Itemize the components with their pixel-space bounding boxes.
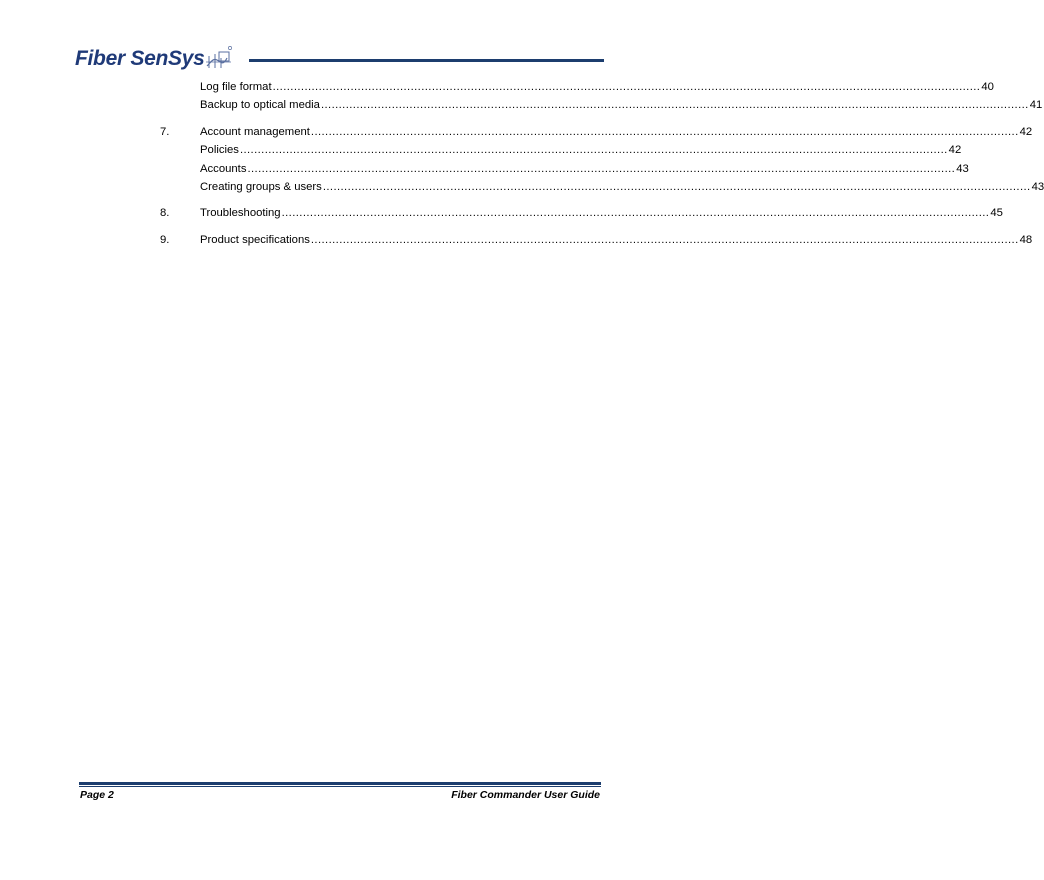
toc-entry-troubleshooting[interactable] xyxy=(200,206,1003,220)
toc-number: 9. xyxy=(160,234,170,246)
toc-entry-policies[interactable] xyxy=(200,143,962,157)
toc-title: Account management xyxy=(200,126,310,138)
toc-entry-product-specifications[interactable] xyxy=(200,233,1033,247)
toc-page: 42 xyxy=(1019,126,1033,138)
toc-title: Log file format xyxy=(200,81,272,93)
toc-leader: ........................................................................................................................................................................................................ xyxy=(247,163,956,175)
toc-page: 43 xyxy=(956,163,969,175)
toc-number: 7. xyxy=(160,126,170,138)
footer-document-title: Fiber Commander User Guide xyxy=(451,789,600,801)
toc-entry-account-management[interactable] xyxy=(200,125,1033,139)
toc-entry-creating-groups-users[interactable] xyxy=(200,180,1044,194)
toc-page: 41 xyxy=(1029,99,1043,111)
toc-page: 42 xyxy=(948,144,962,156)
toc-title: Accounts xyxy=(200,163,247,175)
toc-entry-backup-optical-media[interactable] xyxy=(200,98,1043,112)
footer-rule xyxy=(79,782,601,785)
toc-leader: ........................................................................................................................................................................................................ xyxy=(310,234,1019,246)
toc-title: Policies xyxy=(200,144,239,156)
toc-page: 43 xyxy=(1031,181,1044,193)
logo-text: Fiber SenSys xyxy=(75,47,205,70)
toc-title: Creating groups & users xyxy=(200,181,322,193)
toc-leader: ........................................................................................................................................................................................................ xyxy=(310,126,1019,138)
toc-entry-accounts[interactable] xyxy=(200,162,969,176)
toc-leader: ........................................................................................................................................................................................................ xyxy=(322,181,1031,193)
logo xyxy=(75,40,233,70)
toc-leader: ........................................................................................................................................................................................................ xyxy=(239,144,948,156)
toc-entry-log-file-format[interactable] xyxy=(200,80,994,94)
toc-page: 48 xyxy=(1019,234,1033,246)
toc-leader: ........................................................................................................................................................................................................ xyxy=(320,99,1029,111)
header-rule xyxy=(249,59,604,62)
toc-page: 40 xyxy=(981,81,994,93)
toc-title: Backup to optical media xyxy=(200,99,320,111)
toc-title: Troubleshooting xyxy=(200,207,281,219)
toc-title: Product specifications xyxy=(200,234,310,246)
fiber-sensys-mark-icon xyxy=(205,44,233,70)
toc-leader: ........................................................................................................................................................................................................ xyxy=(281,207,990,219)
footer-rule-thin xyxy=(79,786,601,787)
toc-page: 45 xyxy=(990,207,1003,219)
toc-leader: ........................................................................................................................................................................................................ xyxy=(272,81,981,93)
toc-number: 8. xyxy=(160,207,170,219)
footer-page-number: Page 2 xyxy=(80,789,114,801)
